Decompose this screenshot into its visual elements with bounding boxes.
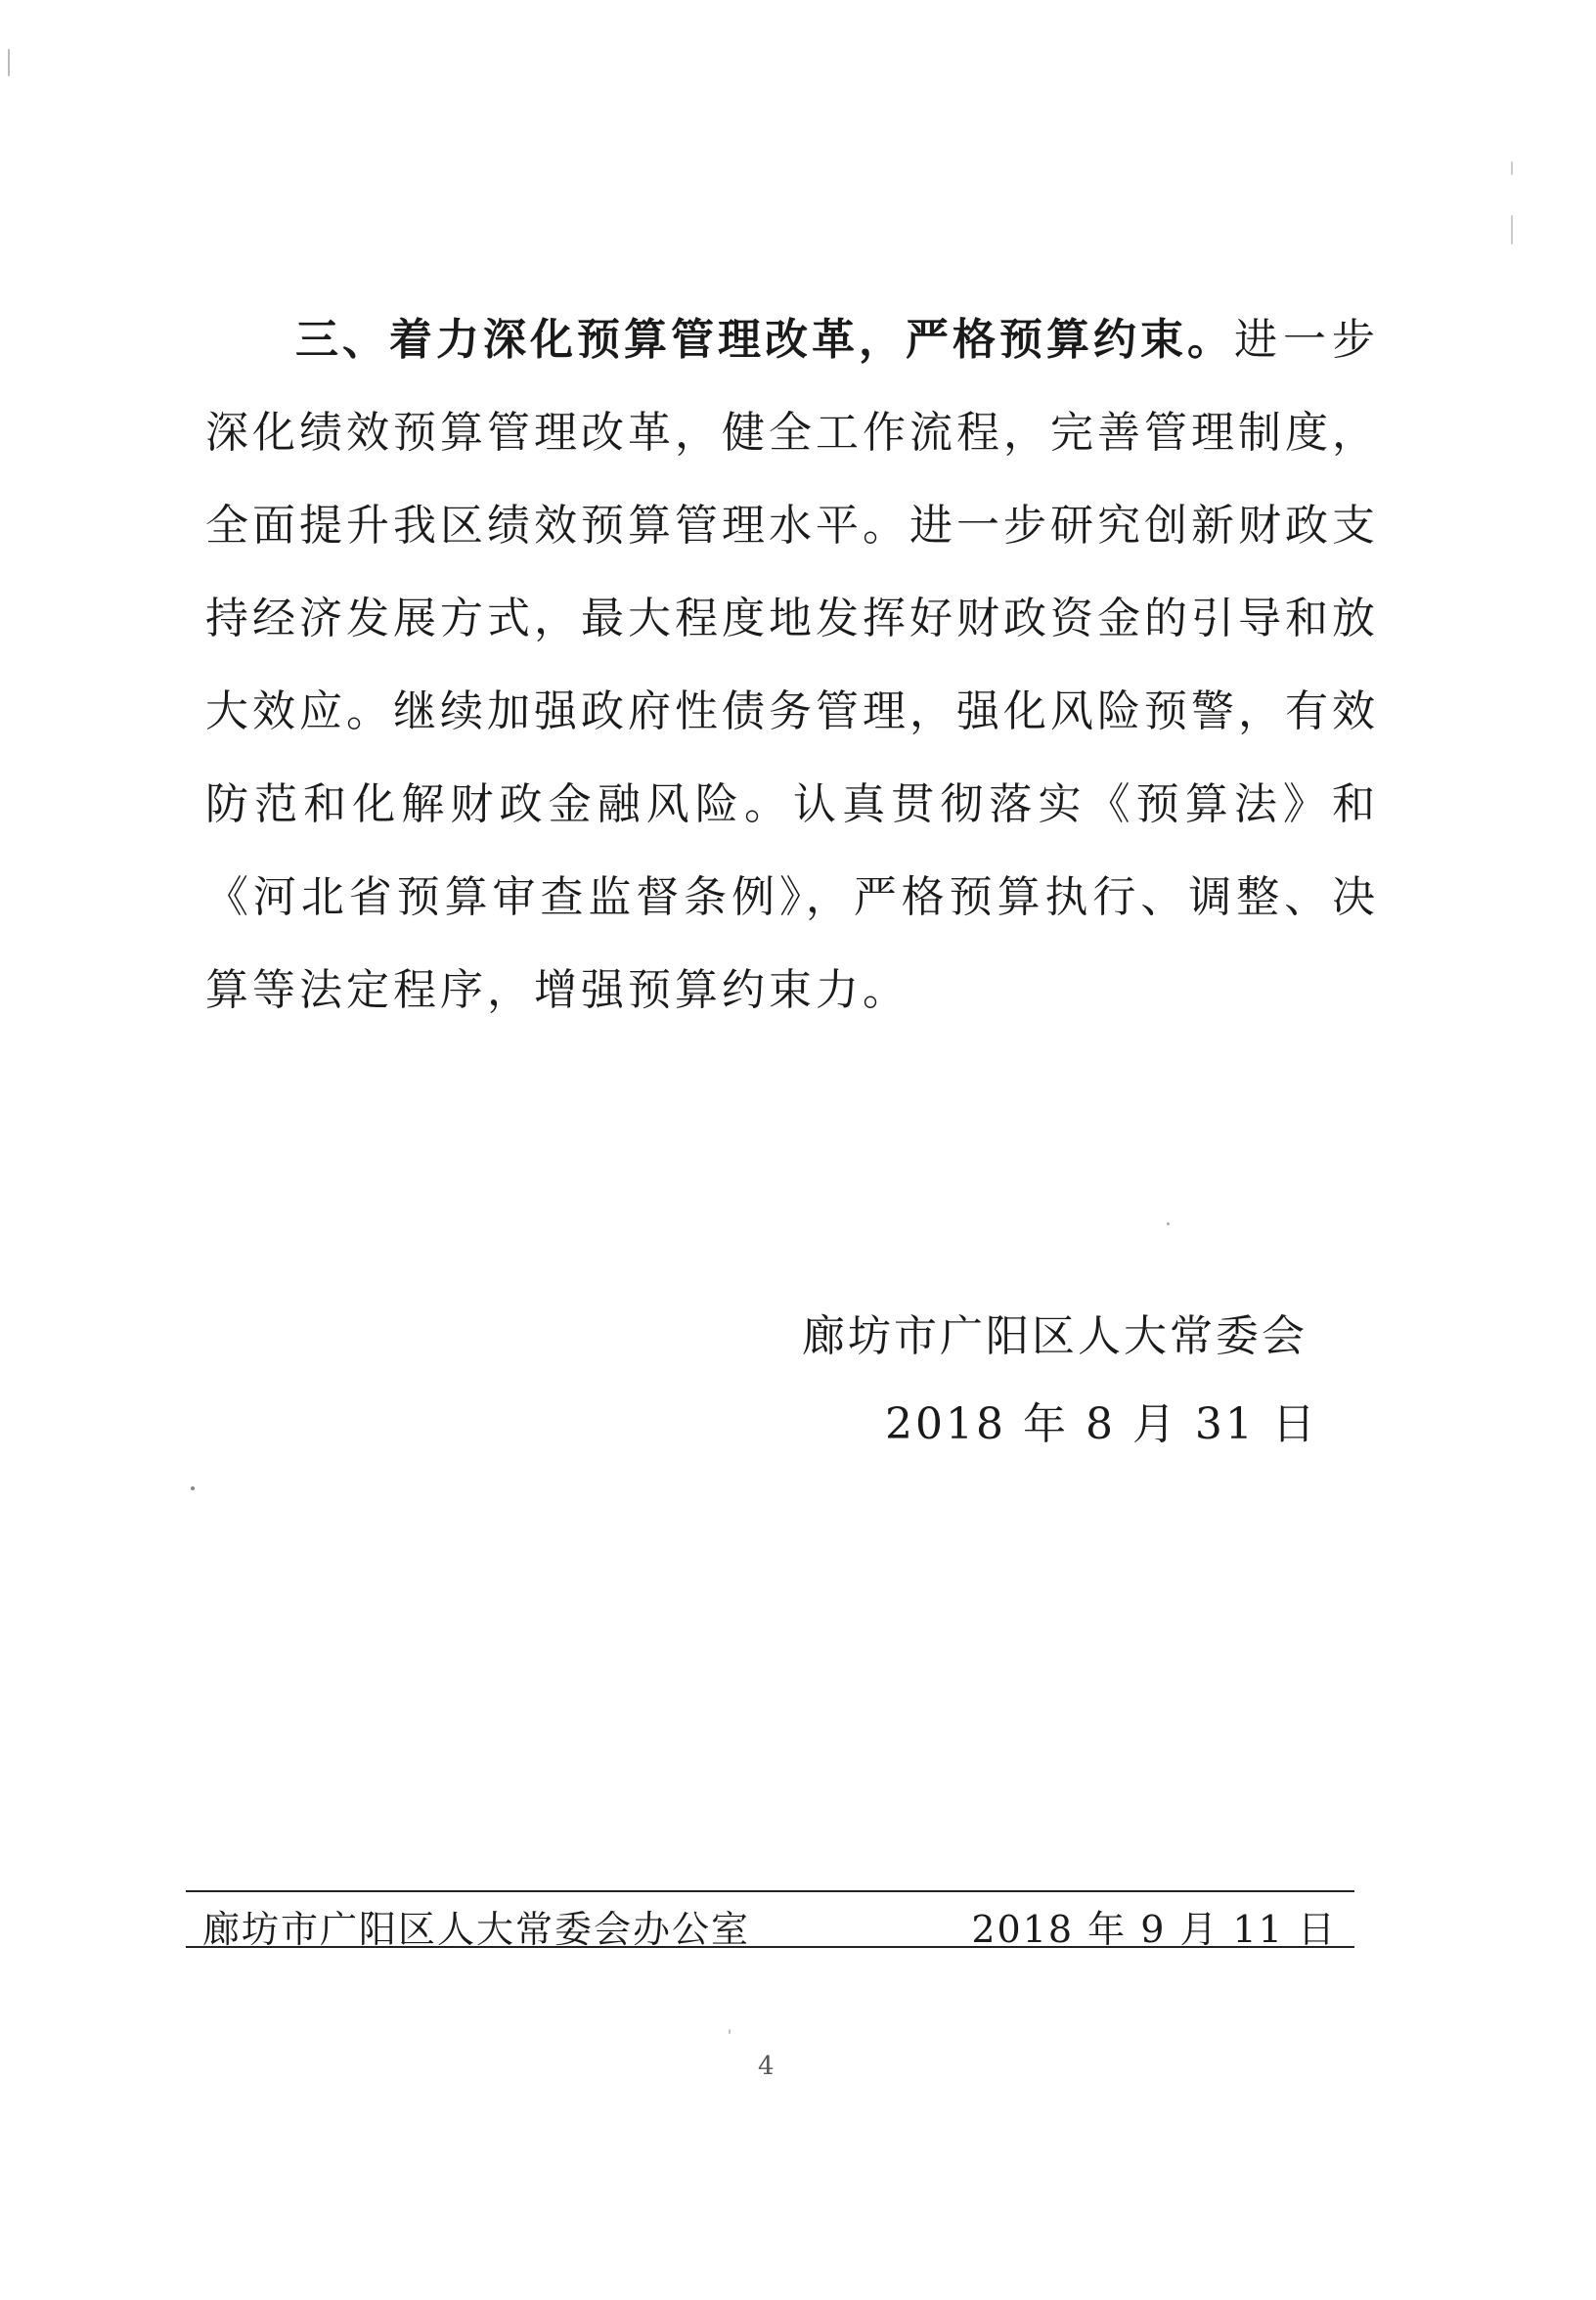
scan-speck bbox=[1167, 1222, 1170, 1225]
signature-organization: 廊坊市广阳区人大常委会 bbox=[802, 1311, 1308, 1361]
body-paragraph bbox=[205, 293, 1379, 1037]
scan-speck bbox=[1511, 161, 1513, 175]
section-body-text: 进一步深化绩效预算管理改革，健全工作流程，完善管理制度，全面提升我区绩效预算管理水平。进一步研究创新财政支持经济发展方式，最大程度地发挥好财政资金的引导和放大效应。继续加强政府性债务管理，强化风险预警，有效防范和化解财政金融风险。认真贯彻落实《预算法》和《河北省预算审查监督条例》，严格预算执行、调整、决算等法定程序，增强预算约束力。 bbox=[205, 315, 1379, 1015]
footer-issuer: 廊坊市广阳区人大常委会办公室 bbox=[202, 1908, 751, 1951]
footer-issue-date: 2018 年 9 月 11 日 bbox=[971, 1908, 1337, 1951]
page-number: 4 bbox=[758, 2052, 775, 2081]
scan-speck bbox=[729, 2029, 731, 2034]
footer-top-rule bbox=[186, 1890, 1354, 1892]
scan-speck bbox=[8, 49, 10, 76]
signature-date: 2018 年 8 月 31 日 bbox=[885, 1399, 1318, 1449]
footer-bottom-rule bbox=[186, 1946, 1354, 1948]
scan-speck bbox=[191, 1486, 195, 1490]
section-heading: 三、着力深化预算管理改革，严格预算约束。 bbox=[293, 315, 1234, 365]
scan-speck bbox=[1511, 215, 1513, 244]
